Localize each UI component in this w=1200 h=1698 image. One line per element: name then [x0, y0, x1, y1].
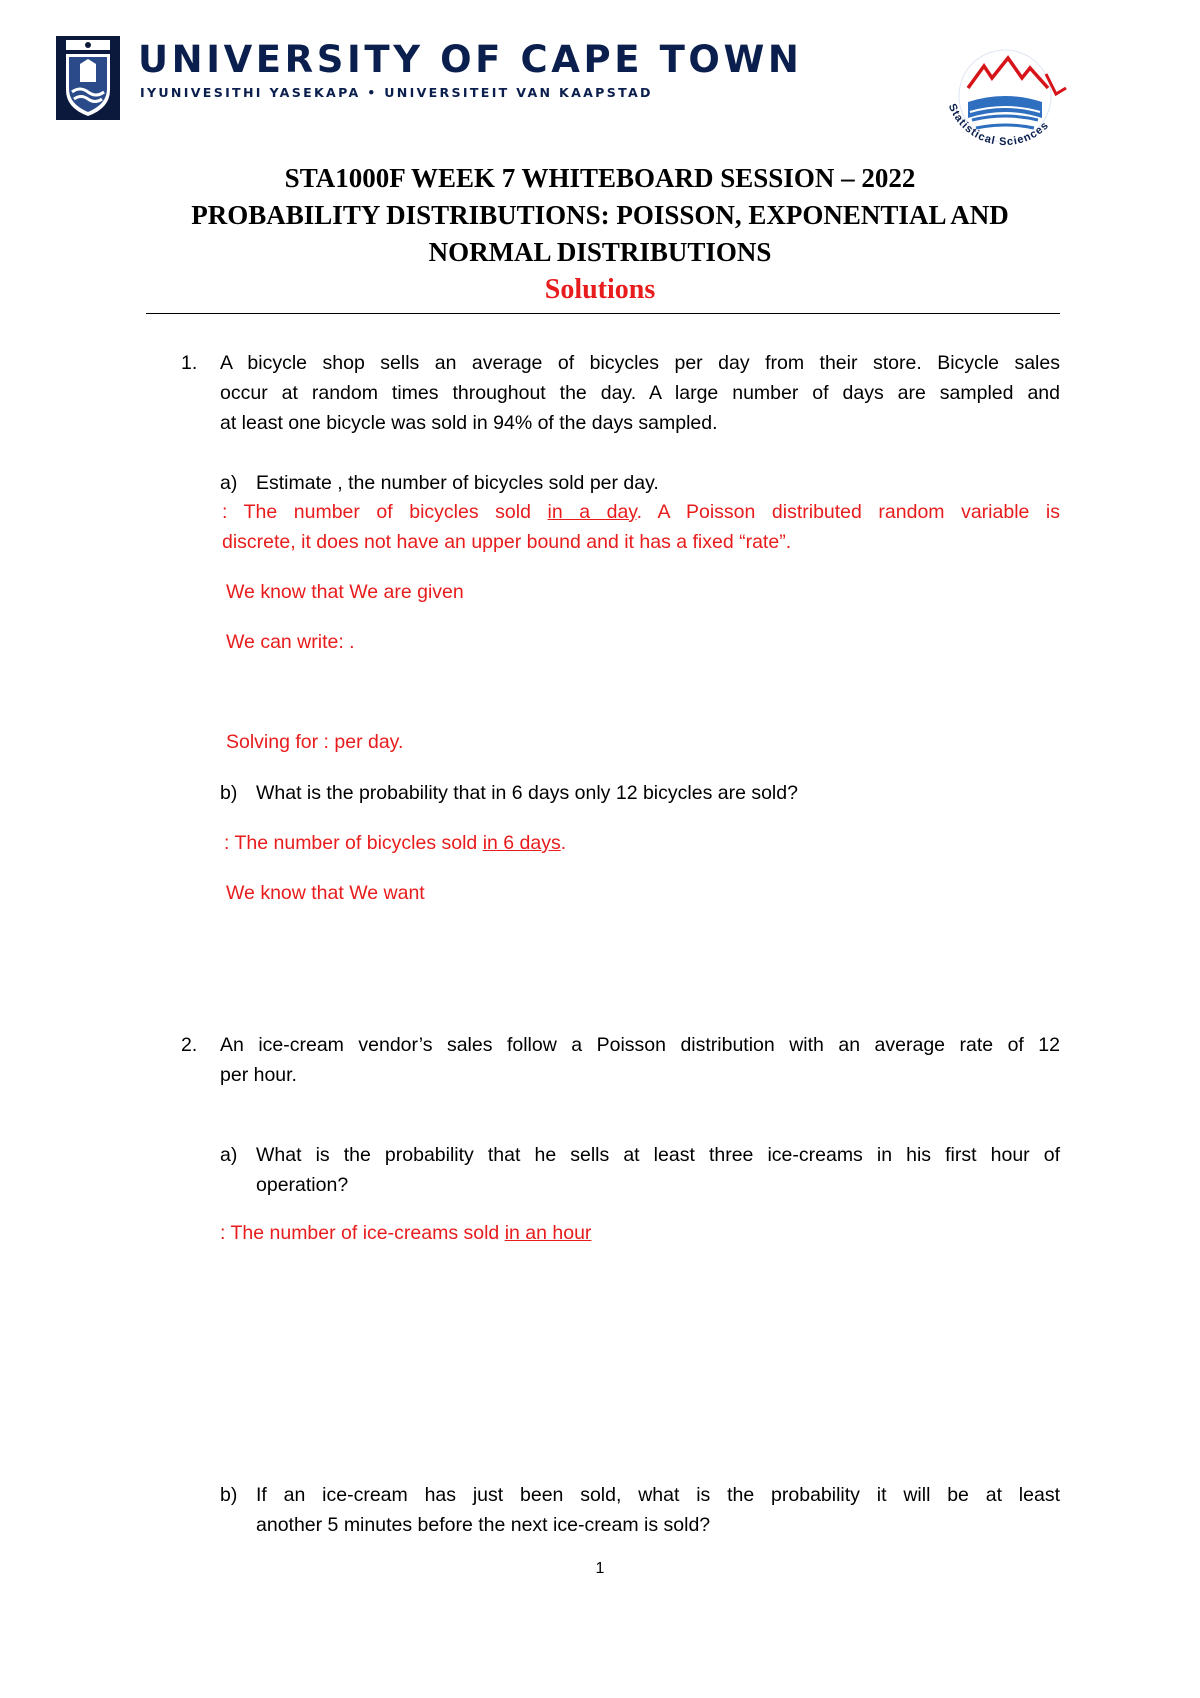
- q2b-question-line-2: another 5 minutes before the next ice-cream is sold?: [256, 1514, 711, 1536]
- title-divider: [146, 313, 1060, 314]
- q2-number: 2.: [181, 1034, 198, 1056]
- q1a-answer-line-1: : The number of bicycles sold in a day. A Poisson distributed random variable is: [222, 501, 1061, 523]
- q1b-answer: : The number of bicycles sold in 6 days.: [224, 832, 567, 854]
- q1a-question: Estimate , the number of bicycles sold per day.: [256, 472, 659, 494]
- university-subtitle: IYUNIVESITHI YASEKAPA • UNIVERSITEIT VAN KAAPSTAD: [140, 85, 653, 100]
- q2a-question-line-2: operation?: [256, 1174, 349, 1196]
- q2a-label: a): [220, 1144, 238, 1166]
- q1b-question: What is the probability that in 6 days only 12 bicycles are sold?: [256, 782, 798, 804]
- logo-text: Statistical Sciences: [945, 101, 1052, 149]
- page-number: 1: [595, 1560, 605, 1577]
- q2a-question-line-1: What is the probability that he sells at least three ice-creams in his first hour of: [256, 1144, 1060, 1166]
- q1a-answer-line-2: discrete, it does not have an upper bound and it has a fixed “rate”.: [222, 531, 792, 553]
- statistical-sciences-logo: [938, 44, 1070, 162]
- q2-text-line-2: per hour.: [220, 1064, 297, 1086]
- title-line-3: NORMAL DISTRIBUTIONS: [428, 237, 772, 267]
- q1a-solving: Solving for : per day.: [226, 731, 404, 753]
- q1-text-line-2: occur at random times throughout the day. A large number of days are sampled and: [220, 382, 1060, 404]
- uct-crest-logo: [56, 36, 120, 120]
- university-name: UNIVERSITY OF CAPE TOWN: [138, 38, 803, 81]
- q1-number: 1.: [181, 352, 198, 374]
- q2a-answer: : The number of ice-creams sold in an hour: [220, 1222, 592, 1244]
- q1a-label: a): [220, 472, 238, 494]
- q1b-we-know: We know that We want: [226, 882, 425, 904]
- q1-text-line-1: A bicycle shop sells an average of bicycles per day from their store. Bicycle sales: [220, 352, 1060, 374]
- q1a-we-can-write: We can write: .: [226, 631, 355, 653]
- title-block: [140, 160, 1060, 309]
- title-line-1: STA1000F WEEK 7 WHITEBOARD SESSION – 2022: [284, 163, 916, 193]
- q1a-we-know: We know that We are given: [226, 581, 464, 603]
- q1b-label: b): [220, 782, 238, 804]
- title-line-2: PROBABILITY DISTRIBUTIONS: POISSON, EXPONENTIAL AND: [191, 200, 1009, 230]
- q2-text-line-1: An ice-cream vendor’s sales follow a Poisson distribution with an average rate of 12: [220, 1034, 1060, 1056]
- solutions-heading: Solutions: [544, 274, 656, 305]
- q2b-label: b): [220, 1484, 238, 1506]
- q2b-question-line-1: If an ice-cream has just been sold, what is the probability it will be at least: [256, 1484, 1060, 1506]
- q1-text-line-3: at least one bicycle was sold in 94% of the days sampled.: [220, 412, 718, 434]
